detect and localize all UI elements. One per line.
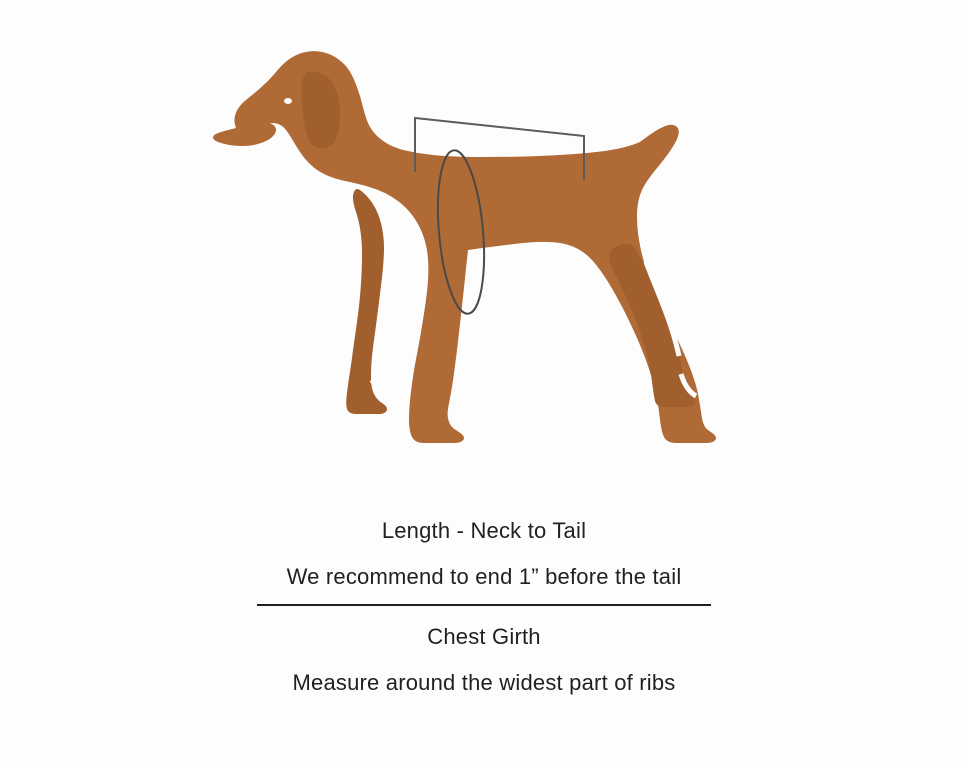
caption-divider: [257, 604, 711, 606]
length-note: We recommend to end 1” before the tail: [286, 564, 682, 589]
dog-silhouette-shape: [213, 51, 716, 443]
dog-eye: [284, 98, 292, 104]
girth-note: Measure around the widest part of ribs: [292, 670, 676, 695]
caption-block: [0, 518, 968, 696]
length-title: Length - Neck to Tail: [381, 518, 587, 543]
girth-title: Chest Girth: [427, 624, 541, 649]
